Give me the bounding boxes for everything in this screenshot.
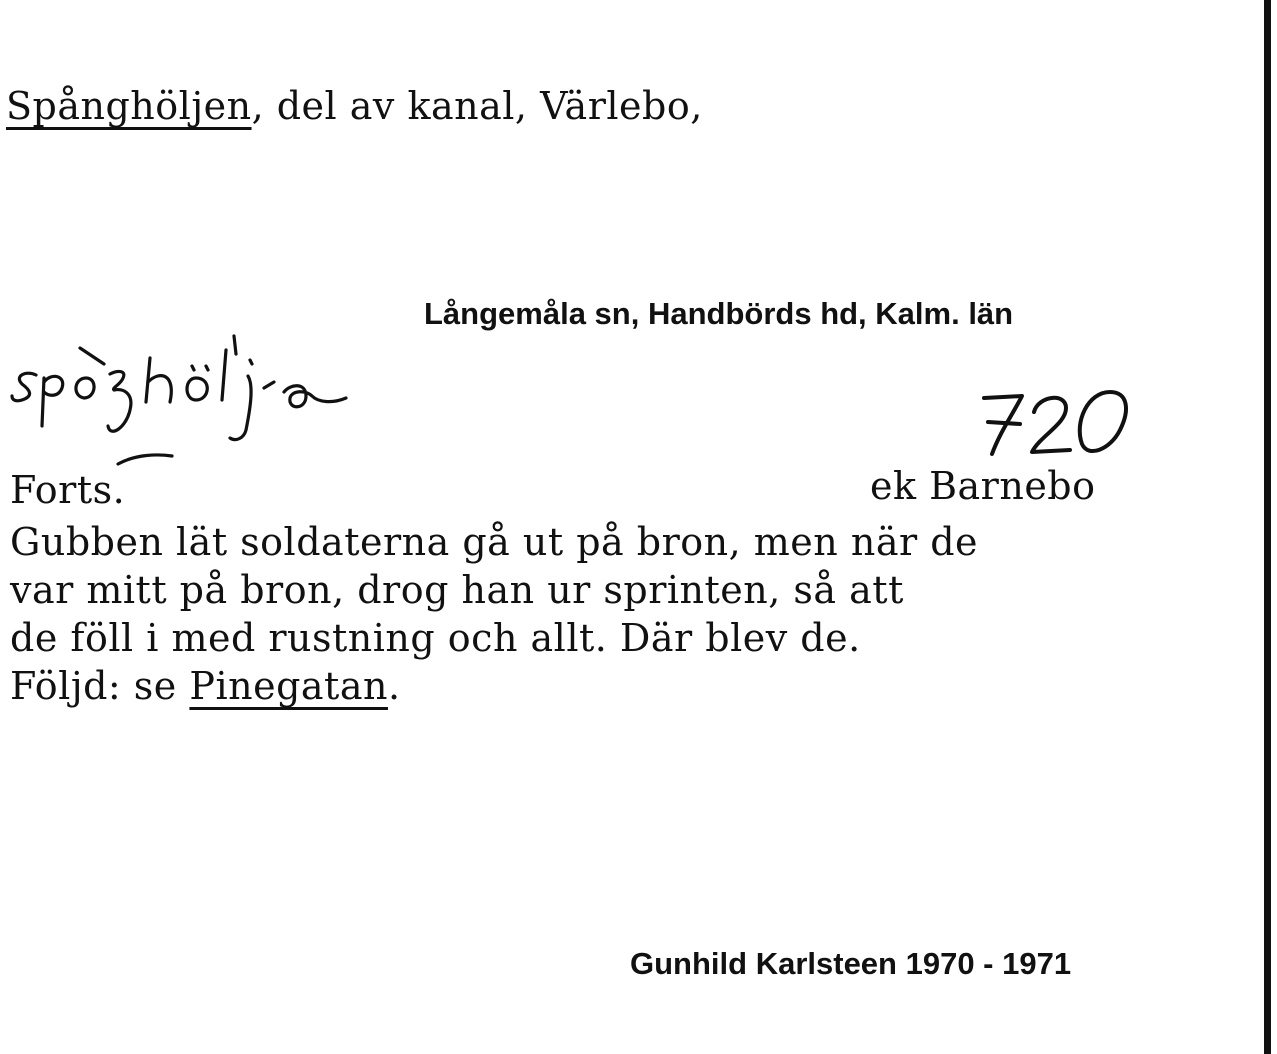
- handwritten-number: [970, 378, 1150, 468]
- follow-prefix: Följd: se: [10, 664, 190, 708]
- forts-label: Forts.: [10, 468, 126, 512]
- follow-suffix: .: [387, 664, 401, 708]
- handwritten-phonetic-form: [0, 330, 380, 470]
- body-line: Gubben lät soldaterna gå ut på bron, men när de: [10, 520, 979, 564]
- card-edge-line: [1264, 0, 1271, 1054]
- headword: Spånghöljen: [6, 84, 252, 128]
- author-line: Gunhild Karlsteen 1970 - 1971: [630, 946, 1072, 981]
- sub-place: ek Barnebo: [870, 464, 1096, 508]
- body-line: var mitt på bron, drog han ur sprinten, så att: [10, 568, 904, 612]
- parish-line: Långemåla sn, Handbörds hd, Kalm. län: [424, 296, 1014, 331]
- body-line: de föll i med rustning och allt. Där blev de.: [10, 616, 861, 660]
- follow-link: Pinegatan: [189, 664, 388, 708]
- record-body: [10, 518, 978, 710]
- headword-description: , del av kanal, Värlebo,: [251, 84, 703, 128]
- title-line: [6, 84, 703, 128]
- follow-line: [10, 662, 978, 710]
